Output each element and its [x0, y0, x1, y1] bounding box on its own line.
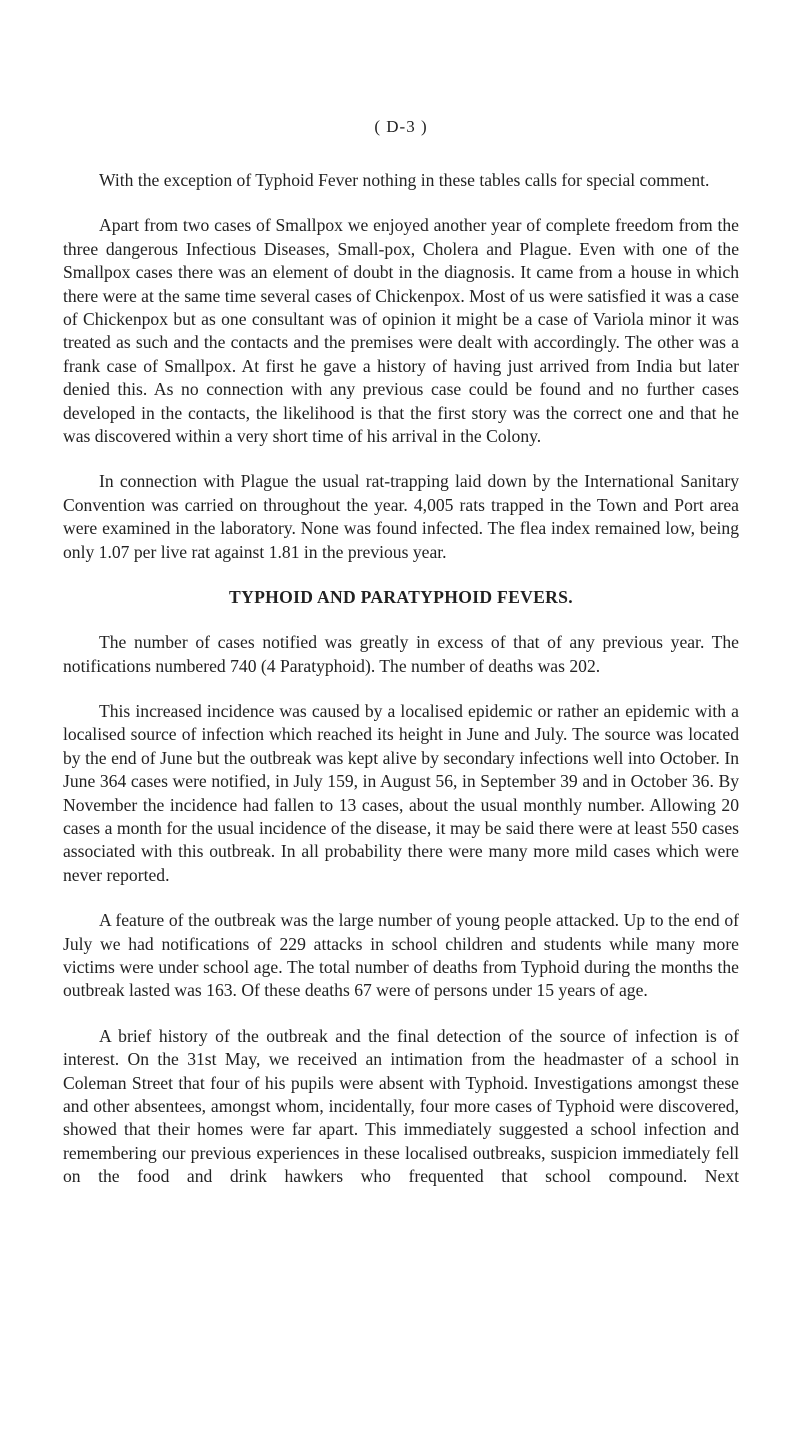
- paragraph-intro: With the exception of Typhoid Fever nothing in these tables calls for special comment.: [99, 170, 710, 190]
- paragraph-young-people: A feature of the outbreak was the large number of young people attacked. Up to the end of July we had notifications of 229 attacks in school children and students while many more victims were under school age. The total number of deaths from Typhoid during the months the outbreak lasted was 163. Of these deaths 67 were of persons under 15 years of age.: [63, 910, 739, 1001]
- paragraph-plague: In connection with Plague the usual rat-trapping laid down by the International Sanitary Convention was carried on throughout the year. 4,005 rats trapped in the Town and Port area were examined in the laboratory. None was found infected. The flea index remained low, being only 1.07 per live rat against 1.81 in the previous year.: [63, 471, 739, 562]
- document-body: [63, 169, 739, 1211]
- paragraph-epidemic: This increased incidence was caused by a localised epidemic or rather an epidemic with a localised source of infection which reached its height in June and July. The source was located by the end of June but the outbreak was kept alive by secondary infections well into October. In June 364 cases were notified, in July 159, in August 56, in September 39 and in October 36. By November the incidence had fallen to 13 cases, about the usual monthly number. Allowing 20 cases a month for the usual incidence of the disease, it may be said there were at least 550 cases associated with this outbreak. In all probability there were many more mild cases which were never reported.: [63, 700, 739, 885]
- paragraph-smallpox: Apart from two cases of Smallpox we enjoyed another year of complete freedom from the three dangerous Infectious Diseases, Small-pox, Cholera and Plague. Even with one of the Smallpox cases there was an element of doubt in the diagnosis. It came from a house in which there were at the same time several cases of Chickenpox. Most of us were satisfied it was a case of Chickenpox but as one consultant was of opinion it might be a case of Variola minor it was treated as such and the contacts and the premises were dealt with accordingly. The other was a frank case of Smallpox. At first he gave a history of having just arrived from India but later denied this. As no connection with any previous case could be found and no further cases developed in the contacts, the likelihood is that the first story was the correct one and that he was discovered within a very short time of his arrival in the Colony.: [63, 215, 739, 447]
- paragraph-outbreak-history: A brief history of the outbreak and the final detection of the source of infection is of interest. On the 31st May, we received an intimation from the headmaster of a school in Coleman Street that four of his pupils were absent with Typhoid. Investigations amongst these and other absentees, amongst whom, incidentally, four more cases of Typhoid were discovered, showed that their homes were far apart. This immediately suggested a school infection and remembering our previous experiences in these localised outbreaks, suspicion immediately fell on the food and drink hawkers who frequented that school compound. Next: [63, 1025, 739, 1187]
- page-number: ( D-3 ): [374, 117, 428, 136]
- paragraph-notifications: The number of cases notified was greatly in excess of that of any previous year. The notifications numbered 740 (4 Paratyphoid). The number of deaths was 202.: [63, 632, 739, 676]
- section-heading: TYPHOID AND PARATYPHOID FEVERS.: [229, 587, 573, 608]
